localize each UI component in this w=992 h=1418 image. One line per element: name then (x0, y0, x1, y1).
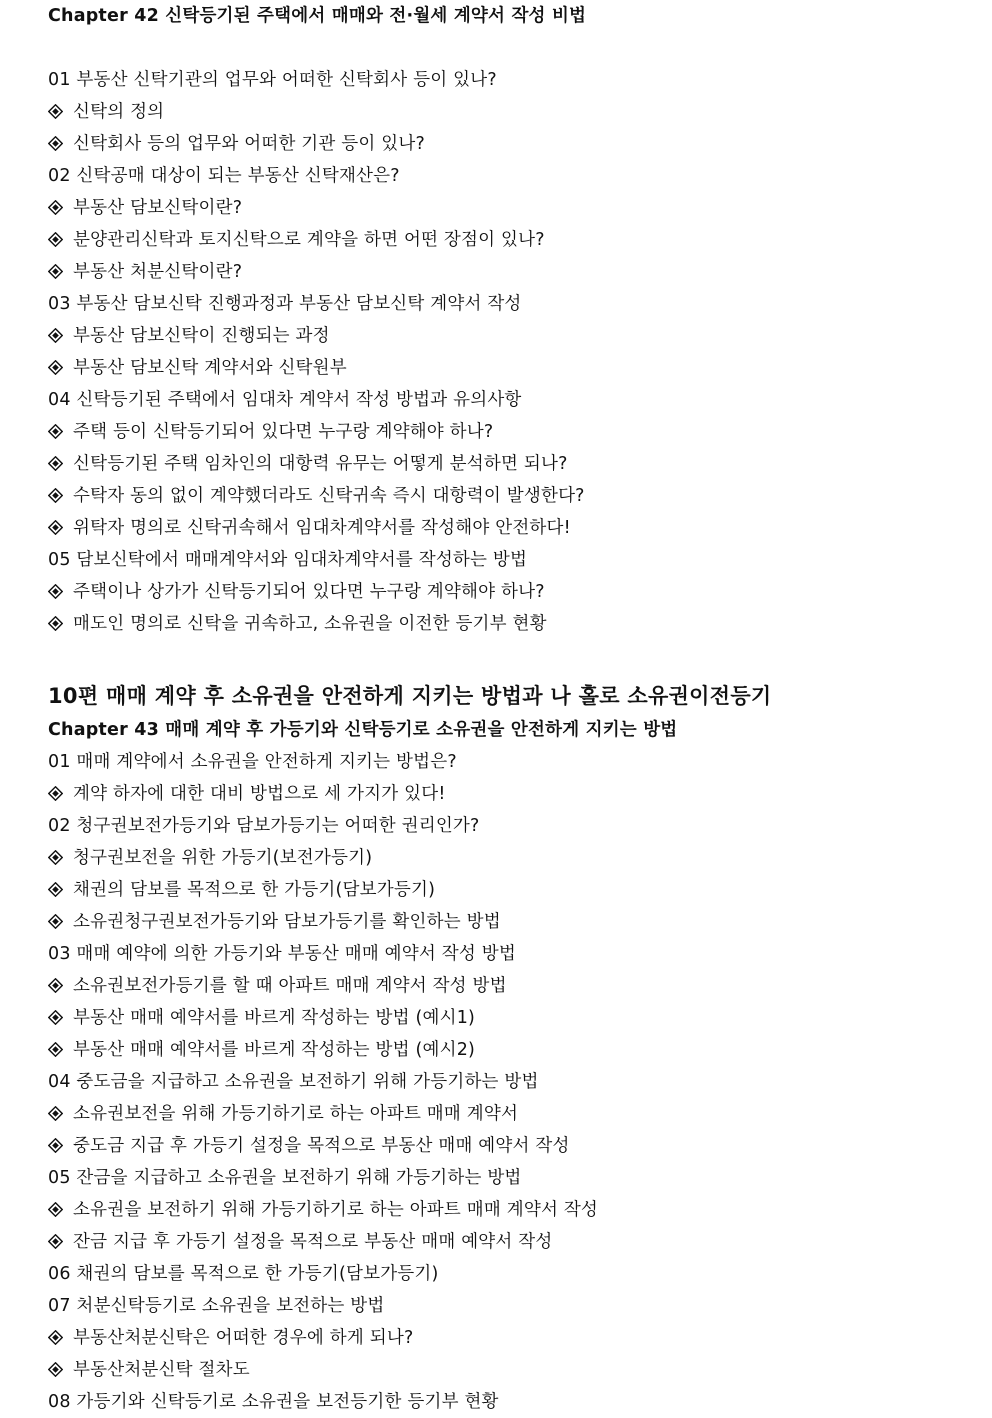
chapter-heading (48, 714, 968, 746)
spacer (48, 640, 968, 672)
toc-text: 주택이나 상가가 신탁등기되어 있다면 누구랑 계약해야 하나? (73, 582, 545, 602)
toc-section-item (48, 810, 968, 842)
table-of-contents (48, 0, 968, 1418)
toc-section-item (48, 544, 968, 576)
diamond-bullet-icon (48, 136, 63, 151)
toc-bullet-item (48, 128, 968, 160)
diamond-bullet-icon (48, 1106, 63, 1121)
diamond-bullet-icon (48, 488, 63, 503)
diamond-bullet-icon (48, 1138, 63, 1153)
toc-text: 청구권보전을 위한 가등기(보전가등기) (73, 848, 373, 868)
toc-text: 04 중도금을 지급하고 소유권을 보전하기 위해 가등기하는 방법 (48, 1072, 539, 1092)
toc-bullet-item (48, 224, 968, 256)
toc-text: 부동산 매매 예약서를 바르게 작성하는 방법 (예시1) (73, 1008, 476, 1028)
toc-section-item (48, 1258, 968, 1290)
toc-bullet-item (48, 352, 968, 384)
toc-section-item (48, 938, 968, 970)
toc-text: 주택 등이 신탁등기되어 있다면 누구랑 계약해야 하나? (73, 422, 494, 442)
diamond-bullet-icon (48, 1362, 63, 1377)
toc-bullet-item (48, 1002, 968, 1034)
toc-text: 분양관리신탁과 토지신탁으로 계약을 하면 어떤 장점이 있나? (73, 230, 545, 250)
toc-bullet-item (48, 256, 968, 288)
diamond-bullet-icon (48, 616, 63, 631)
diamond-bullet-icon (48, 1042, 63, 1057)
chapter-heading (48, 0, 968, 32)
diamond-bullet-icon (48, 104, 63, 119)
toc-text: 10편 매매 계약 후 소유권을 안전하게 지키는 방법과 나 홀로 소유권이전등기 (48, 684, 772, 708)
diamond-bullet-icon (48, 232, 63, 247)
diamond-bullet-icon (48, 264, 63, 279)
toc-text: 부동산 담보신탁 계약서와 신탁원부 (73, 358, 347, 378)
toc-section-item (48, 1066, 968, 1098)
toc-text: 04 신탁등기된 주택에서 임대차 계약서 작성 방법과 유의사항 (48, 390, 522, 410)
diamond-bullet-icon (48, 882, 63, 897)
toc-text: 02 청구권보전가등기와 담보가등기는 어떠한 권리인가? (48, 816, 480, 836)
toc-text: 소유권보전을 위해 가등기하기로 하는 아파트 매매 계약서 (73, 1104, 519, 1124)
diamond-bullet-icon (48, 328, 63, 343)
toc-section-item (48, 1162, 968, 1194)
toc-text: 위탁자 명의로 신탁귀속해서 임대차계약서를 작성해야 안전하다! (73, 518, 571, 538)
toc-text: 소유권청구권보전가등기와 담보가등기를 확인하는 방법 (73, 912, 501, 932)
diamond-bullet-icon (48, 1234, 63, 1249)
toc-bullet-item (48, 874, 968, 906)
toc-text: 소유권을 보전하기 위해 가등기하기로 하는 아파트 매매 계약서 작성 (73, 1200, 599, 1220)
diamond-bullet-icon (48, 1202, 63, 1217)
diamond-bullet-icon (48, 200, 63, 215)
toc-text: 신탁등기된 주택 임차인의 대항력 유무는 어떻게 분석하면 되나? (73, 454, 568, 474)
toc-text: Chapter 42 신탁등기된 주택에서 매매와 전·월세 계약서 작성 비법 (48, 6, 587, 26)
toc-bullet-item (48, 416, 968, 448)
toc-section-item (48, 1290, 968, 1322)
toc-text: 03 매매 예약에 의한 가등기와 부동산 매매 예약서 작성 방법 (48, 944, 516, 964)
toc-section-item (48, 288, 968, 320)
toc-text: 부동산 담보신탁이란? (73, 198, 243, 218)
toc-text: 신탁의 정의 (73, 102, 165, 122)
toc-bullet-item (48, 1098, 968, 1130)
toc-text: 부동산 매매 예약서를 바르게 작성하는 방법 (예시2) (73, 1040, 476, 1060)
toc-bullet-item (48, 448, 968, 480)
toc-bullet-item (48, 906, 968, 938)
diamond-bullet-icon (48, 1330, 63, 1345)
toc-text: 채권의 담보를 목적으로 한 가등기(담보가등기) (73, 880, 436, 900)
toc-section-item (48, 1386, 968, 1418)
toc-text: 01 매매 계약에서 소유권을 안전하게 지키는 방법은? (48, 752, 457, 772)
toc-text: 매도인 명의로 신탁을 귀속하고, 소유권을 이전한 등기부 현황 (73, 614, 547, 634)
toc-bullet-item (48, 320, 968, 352)
diamond-bullet-icon (48, 914, 63, 929)
diamond-bullet-icon (48, 1010, 63, 1025)
toc-text: 신탁회사 등의 업무와 어떠한 기관 등이 있나? (73, 134, 425, 154)
diamond-bullet-icon (48, 424, 63, 439)
toc-section-item (48, 160, 968, 192)
toc-text: 01 부동산 신탁기관의 업무와 어떠한 신탁회사 등이 있나? (48, 70, 497, 90)
toc-text: Chapter 43 매매 계약 후 가등기와 신탁등기로 소유권을 안전하게 지키는 방법 (48, 720, 678, 740)
toc-bullet-item (48, 970, 968, 1002)
toc-bullet-item (48, 1354, 968, 1386)
toc-text: 소유권보전가등기를 할 때 아파트 매매 계약서 작성 방법 (73, 976, 507, 996)
toc-bullet-item (48, 96, 968, 128)
toc-bullet-item (48, 608, 968, 640)
toc-bullet-item (48, 576, 968, 608)
toc-text: 07 처분신탁등기로 소유권을 보전하는 방법 (48, 1296, 385, 1316)
toc-bullet-item (48, 512, 968, 544)
toc-section-item (48, 384, 968, 416)
toc-text: 부동산 처분신탁이란? (73, 262, 243, 282)
toc-text: 05 잔금을 지급하고 소유권을 보전하기 위해 가등기하는 방법 (48, 1168, 522, 1188)
toc-bullet-item (48, 192, 968, 224)
toc-text: 잔금 지급 후 가등기 설정을 목적으로 부동산 매매 예약서 작성 (73, 1232, 553, 1252)
diamond-bullet-icon (48, 786, 63, 801)
toc-bullet-item (48, 778, 968, 810)
toc-text: 수탁자 동의 없이 계약했더라도 신탁귀속 즉시 대항력이 발생한다? (73, 486, 585, 506)
diamond-bullet-icon (48, 978, 63, 993)
toc-text: 05 담보신탁에서 매매계약서와 임대차계약서를 작성하는 방법 (48, 550, 528, 570)
toc-text: 06 채권의 담보를 목적으로 한 가등기(담보가등기) (48, 1264, 439, 1284)
toc-bullet-item (48, 480, 968, 512)
toc-bullet-item (48, 1194, 968, 1226)
toc-section-item (48, 746, 968, 778)
toc-text: 03 부동산 담보신탁 진행과정과 부동산 담보신탁 계약서 작성 (48, 294, 522, 314)
diamond-bullet-icon (48, 584, 63, 599)
toc-text: 부동산 담보신탁이 진행되는 과정 (73, 326, 330, 346)
toc-bullet-item (48, 1226, 968, 1258)
toc-bullet-item (48, 842, 968, 874)
diamond-bullet-icon (48, 456, 63, 471)
toc-section-item (48, 64, 968, 96)
toc-text: 부동산처분신탁 절차도 (73, 1360, 250, 1380)
toc-bullet-item (48, 1130, 968, 1162)
diamond-bullet-icon (48, 520, 63, 535)
toc-bullet-item (48, 1322, 968, 1354)
diamond-bullet-icon (48, 850, 63, 865)
toc-text: 08 가등기와 신탁등기로 소유권을 보전등기한 등기부 현황 (48, 1392, 499, 1412)
diamond-bullet-icon (48, 360, 63, 375)
toc-bullet-item (48, 1034, 968, 1066)
part-heading (48, 678, 968, 714)
spacer (48, 32, 968, 64)
toc-text: 부동산처분신탁은 어떠한 경우에 하게 되나? (73, 1328, 414, 1348)
toc-text: 계약 하자에 대한 대비 방법으로 세 가지가 있다! (73, 784, 446, 804)
toc-text: 중도금 지급 후 가등기 설정을 목적으로 부동산 매매 예약서 작성 (73, 1136, 570, 1156)
toc-text: 02 신탁공매 대상이 되는 부동산 신탁재산은? (48, 166, 400, 186)
